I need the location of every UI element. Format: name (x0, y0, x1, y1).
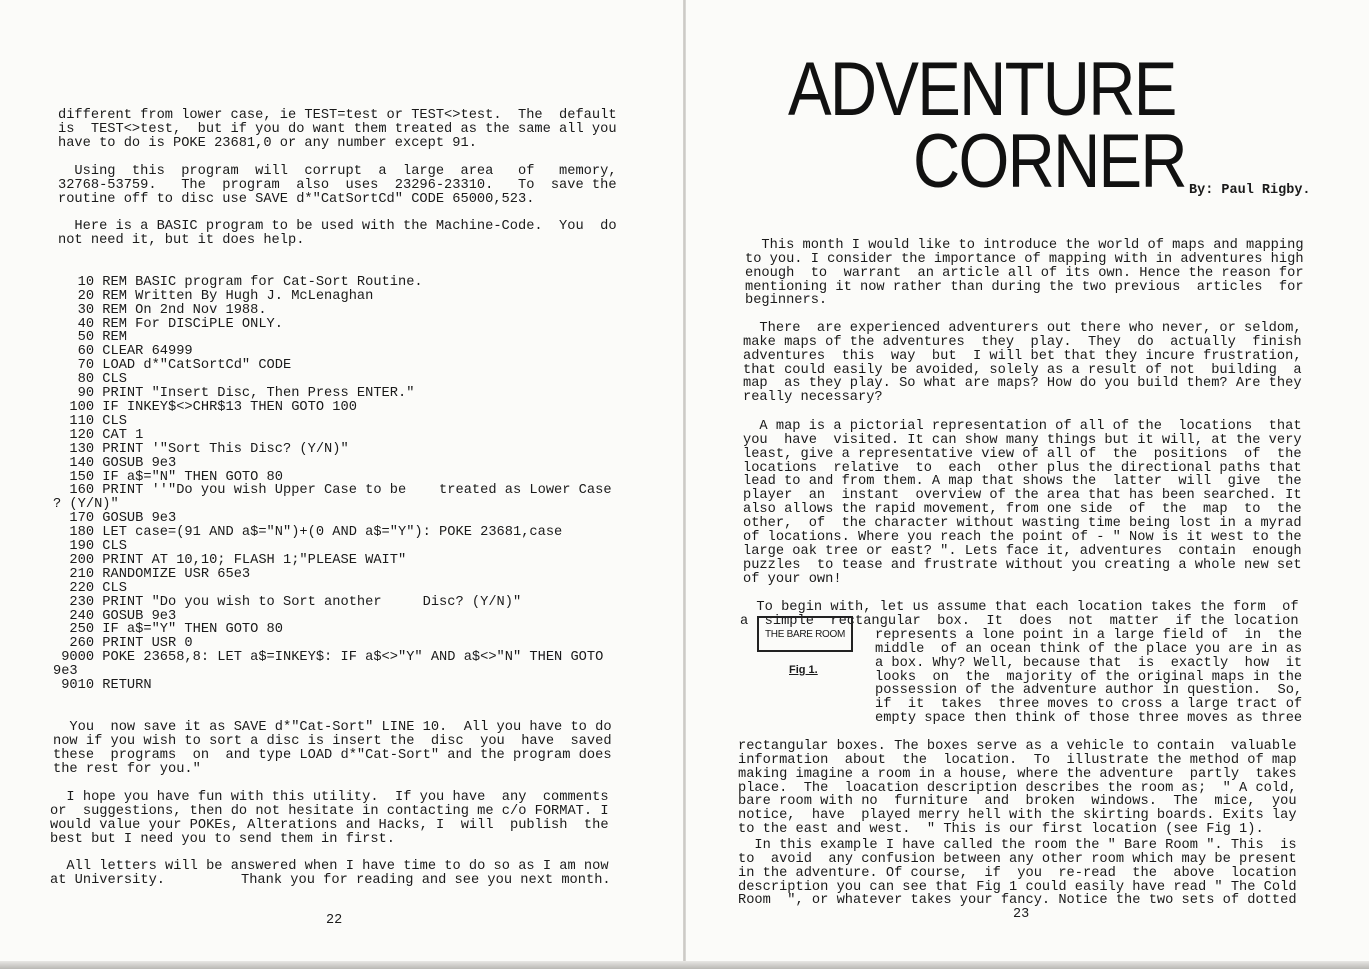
right-para-4-wrap: represents a lone point in a large field of in the middle of an ocean think of the place you are in as a box. Why? Well, because that is exactly how it looks on the majority of the original maps in the possession of the adventure author in question. So, if it takes three moves to cross a large tract of empty space then think of those three moves as three (875, 627, 1303, 727)
right-para-1: This month I would like to introduce the world of maps and mapping to you. I consider the importance of mapping with in adventures high enough to warrant an article all of its own. Hence the reason for mentioning it now rather than during the two previous articles for beginners. (745, 237, 1304, 309)
figure-caption: Fig 1. (789, 664, 818, 676)
right-column-example (738, 811, 1297, 922)
right-para-3: A map is a pictorial representation of all of the locations that you have visited. It can show many things but it will, at the very least, give a representative view of all of the positions of the locations relative to each other plus the directional paths that lead to and from them. A map that shows the latter will give the player an instant overview of the area that has been searched. It also allows the rapid movement, from one side of the map to the other, of the character without wasting time being lost in a myrad of locations. Where you reach the point of - " Now is it west to the large oak tree or east? ". Lets face it, adventures contain enough puzzles to tease and frustrate without you creating a whole new set of your own! (743, 418, 1302, 587)
basic-listing (53, 248, 612, 707)
right-column-map-definition (743, 392, 1302, 601)
page-number-right: 23 (1013, 907, 1030, 922)
left-column-letters (50, 832, 609, 902)
right-para-4-intro: To begin with, let us assume that each location takes the form of a simple rectangular box. It does not matter if the location (740, 599, 1299, 629)
right-para-4-rest: rectangular boxes. The boxes serve as a vehicle to contain valuable information about the location. To illustrate the method of map making imagine a room in a house, where the adventure partly takes place. The loacation description describes the room as; " A cold, bare room with no furniture and broken windows. The mice, you notice, have played merry hell with the skirting boards. Exits lay to the east and west. " This is our first location (see Fig 1). (738, 738, 1297, 838)
title-adventure: ADVENTURE (788, 47, 1176, 132)
figure-bare-room-box (757, 616, 853, 652)
right-para-5: In this example I have called the room the " Bare Room ". This is to avoid any confusion between any other room which may be present in the adventure. Of course, if you re-read the above location description you can see that Fig 1 could easily have read " The Cold Room ", or whatever takes your fancy. Notice the two sets of dotted (738, 837, 1297, 909)
right-para-2: There are experienced adventurers out there who never, or seldom, make maps of the adventures they play. They do actually finish adventures this way but I will bet that they incure frustration, that could easily be avoided, solely as a result of not building a map as they play. So what are maps? How do you build them? Are they really necessary? (743, 320, 1302, 406)
left-para-2: Using this program will corrupt a large area of memory, 32768-53759. The program also uses 23296-23310. To save the routine off to disc use SAVE d*"CatSortCd" CODE 65000,523. (58, 163, 617, 207)
left-para-5: I hope you have fun with this utility. If you have any comments or suggestions, then do not hesitate in contacting me c/o FORMAT. I would value your POKEs, Alterations and Hacks, I will publish the best but I need you to send them in first. (50, 789, 609, 847)
title-corner: CORNER (913, 119, 1186, 204)
page-bottom-edge (0, 961, 1369, 969)
page-spine (683, 0, 686, 969)
byline: By: Paul Rigby. (1189, 183, 1311, 198)
left-para-4: You now save it as SAVE d*"Cat-Sort" LINE 10. All you have to do now if you wish to sort a disc is insert the disc you have saved these programs on and type LOAD d*"Cat-Sort" and the program does the rest for you." (53, 719, 612, 777)
page-number-left: 22 (326, 913, 343, 928)
left-signoff: Thank you for reading and see you next month. (241, 873, 611, 888)
basic-listing-code: 10 REM BASIC program for Cat-Sort Routine. 20 REM Written By Hugh J. McLenaghan 30 REM On 2nd Nov 1988. 40 REM For DISCiPLE ONLY. 50 REM 60 CLEAR 64999 70 LOAD d*"CatSortCd" CODE 80 CLS 90 PRINT "Insert Disc, Then Press ENTER." 100 IF INKEY$<>CHR$13 THEN GOTO 100 110 CLS 120 CAT 1 130 PRINT '"Sort This Disc? (Y/N)" 140 GOSUB 9e3 150 IF a$="N" THEN GOTO 80 160 PRINT ''"Do you wish Upper Case to be treated as Lower Case ? (Y/N)" 170 GOSUB 9e3 180 LET case=(91 AND a$="N")+(0 AND a$="Y"): POKE 23681,case 190 CLS 200 PRINT AT 10,10; FLASH 1;"PLEASE WAIT" 210 RANDOMIZE USR 65e3 220 CLS 230 PRINT "Do you wish to Sort another Disc? (Y/N)" 240 GOSUB 9e3 250 IF a$="Y" THEN GOTO 80 260 PRINT USR 0 9000 POKE 23658,8: LET a$=INKEY$: IF a$<>"Y" AND a$<>"N" THEN GOTO 9e3 9010 RETURN (53, 274, 612, 694)
left-para-1: different from lower case, ie TEST=test or TEST<>test. The default is TEST<>test, but if you do want them treated as the same all you have to do is POKE 23681,0 or any number except 91. (58, 107, 617, 151)
left-para-6: All letters will be answered when I have time to do so as I am now at University. (50, 858, 609, 888)
left-para-3: Here is a BASIC program to be used with the Machine-Code. You do not need it, but it does help. (58, 218, 617, 248)
figure-bare-room-label: THE BARE ROOM (765, 628, 845, 640)
